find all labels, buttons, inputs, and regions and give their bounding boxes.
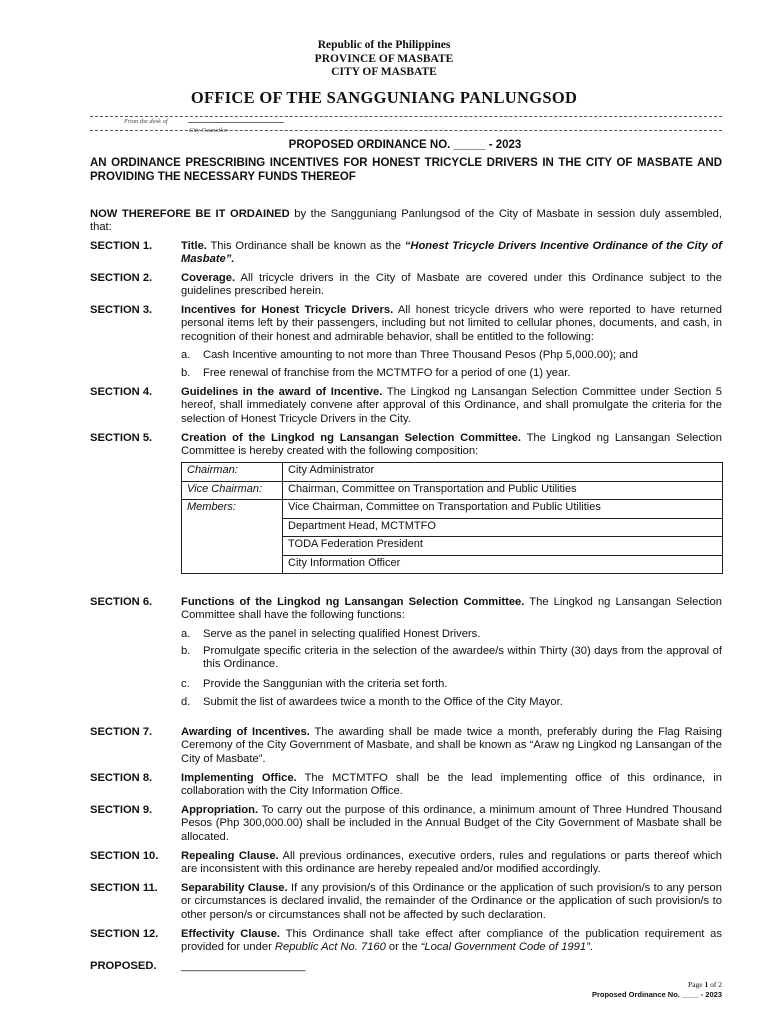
committee-member: TODA Federation President xyxy=(283,537,723,556)
section-title: Effectivity Clause. xyxy=(181,928,281,940)
section-label: SECTION 11. xyxy=(90,882,158,894)
section-label: SECTION 10. xyxy=(90,850,159,862)
section-title: Functions of the Lingkod ng Lansangan Selection Committee. xyxy=(181,596,525,608)
list-text: Submit the list of awardees twice a month to the Office of the City Mayor. xyxy=(203,696,563,708)
list-item xyxy=(181,628,722,641)
section-title: Creation of the Lingkod ng Lansangan Selection Committee. xyxy=(181,432,522,444)
committee-member: Chairman, Committee on Transportation and Public Utilities xyxy=(283,481,723,500)
page-sep: of xyxy=(708,980,719,989)
section-label: SECTION 12. xyxy=(90,928,159,940)
list-item xyxy=(181,696,722,709)
section-label: SECTION 4. xyxy=(90,386,153,398)
list-text: Promulgate specific criteria in the selection of the awardee/s within Thirty (30) days from the approval of this Ordinance. xyxy=(203,645,722,671)
list-item xyxy=(181,367,722,380)
section-title: Separability Clause. xyxy=(181,882,288,894)
section-title: Awarding of Incentives. xyxy=(181,726,310,738)
section-6 xyxy=(90,596,722,623)
section-text: If any provision/s of this Ordinance or the application of such provision/s to any person or circumstances is declared invalid, the remainder of the Ordinance or the application of such provision/s to other person/s or circumstances shall not be affected by such declaration. xyxy=(181,882,722,921)
desk-label: From the desk of xyxy=(124,118,168,125)
section-12 xyxy=(90,928,722,955)
section-10 xyxy=(90,850,722,877)
section-text: This Ordinance shall take effect after compliance of the publication requirement as provided for under xyxy=(181,928,722,954)
section-text: The awarding shall be made twice a month, preferably during the Flag Raising Ceremony of the City Government of Masbate, and shall be known as “Araw ng Lingkod ng Lansangan of the City of Masbate”. xyxy=(181,726,722,765)
table-row xyxy=(182,463,723,482)
section-text: The Lingkod ng Lansangan Selection Committee under Section 5 hereof, shall immediately convene after approval of this Ordinance, and shall promulgate the criteria for the selection of Honest Tricycle Drivers in the City. xyxy=(181,386,722,425)
section-title: Incentives for Honest Tricycle Drivers. xyxy=(181,304,394,316)
committee-member: Vice Chairman, Committee on Transportation and Public Utilities xyxy=(283,500,723,519)
section-text: or the xyxy=(385,941,421,954)
legal-reference: “Local Government Code of 1991” xyxy=(420,941,590,954)
section-text: To carry out the purpose of this ordinance, a minimum amount of Three Hundred Thousand Pesos (Php 300,000.00) shall be included in the Annual Budget of the City Government of Masbate shall be allocated. xyxy=(181,804,722,843)
preamble xyxy=(90,208,722,235)
section-title: Appropriation. xyxy=(181,804,259,816)
office-title: OFFICE OF THE SANGGUNIANG PANLUNGSOD xyxy=(190,88,578,107)
section-title: Coverage. xyxy=(181,272,236,284)
page-current: 1 xyxy=(704,980,709,989)
list-item xyxy=(181,678,722,691)
section-label: SECTION 6. xyxy=(90,596,153,608)
committee-role: Chairman: xyxy=(182,463,283,482)
preamble-text: by the Sangguniang Panlungsod of the City of Masbate in session duly assembled, that: xyxy=(90,208,722,234)
preamble-lead: NOW THEREFORE BE IT ORDAINED xyxy=(90,208,290,220)
list-text: Free renewal of franchise from the MCTMTFO for a period of one (1) year. xyxy=(203,367,571,379)
section-8 xyxy=(90,772,722,799)
section-text: The Lingkod ng Lansangan Selection Committee shall have the following functions: xyxy=(181,596,722,622)
desk-signature-line xyxy=(188,122,284,123)
desk-role: City Councilor xyxy=(189,127,228,134)
committee-role: Members: xyxy=(182,500,283,574)
section-label: SECTION 3. xyxy=(90,304,153,316)
footer-ordinance-ref: Proposed Ordinance No. ____ - 2023 xyxy=(591,989,722,999)
section-label: SECTION 2. xyxy=(90,272,153,284)
list-text: Cash Incentive amounting to not more than Three Thousand Pesos (Php 5,000.00); and xyxy=(203,349,638,361)
section-text: This Ordinance shall be known as the xyxy=(206,240,405,252)
section-title: Title. xyxy=(181,240,207,252)
list-item xyxy=(181,645,722,672)
divider-bottom xyxy=(90,130,722,131)
table-row xyxy=(182,500,723,519)
committee-member: City Information Officer xyxy=(283,555,723,574)
proposed-block xyxy=(90,960,722,973)
list-marker: b. xyxy=(181,645,191,657)
list-marker: d. xyxy=(181,696,191,708)
legal-reference: Republic Act No. 7160 xyxy=(274,941,386,954)
list-item xyxy=(181,349,722,362)
section-text: . xyxy=(589,941,593,954)
committee-role: Vice Chairman: xyxy=(182,481,283,500)
page-number xyxy=(592,980,722,990)
list-text: Provide the Sanggunian with the criteria set forth. xyxy=(203,678,448,690)
section-label: SECTION 9. xyxy=(90,804,153,816)
section-title: Repealing Clause. xyxy=(181,850,279,862)
section-label: SECTION 7. xyxy=(90,726,153,738)
list-marker: a. xyxy=(181,349,191,361)
section-text: All previous ordinances, executive orders, rules and regulations or parts thereof which are inconsistent with this ordinance are hereby repealed and/or modified accordingly. xyxy=(181,850,723,876)
committee-member: Department Head, MCTMTFO xyxy=(283,518,723,537)
ordinance-title: AN ORDINANCE PRESCRIBING INCENTIVES FOR HONEST TRICYCLE DRIVERS IN THE CITY OF MASBATE AND PROVIDING THE NECESSARY FUNDS THEREOF xyxy=(90,157,722,183)
section-1 xyxy=(90,240,722,267)
list-text: Serve as the panel in selecting qualified Honest Drivers. xyxy=(203,628,481,640)
section-text: The MCTMTFO shall be the lead implementing office of this ordinance, in collaboration with the City Information Office. xyxy=(181,772,722,798)
section-text: The Lingkod ng Lansangan Selection Committee is hereby created with the following composition: xyxy=(181,432,722,458)
section-5 xyxy=(90,432,722,459)
section-label: SECTION 8. xyxy=(90,772,153,784)
letterhead xyxy=(0,39,768,80)
section-7 xyxy=(90,726,722,766)
ordinance-number: PROPOSED ORDINANCE NO. _____ - 2023 xyxy=(288,139,522,151)
committee-table xyxy=(181,462,723,574)
ordinance-short-title: “Honest Tricycle Drivers Incentive Ordinance of the City of Masbate”. xyxy=(181,240,722,266)
committee-member: City Administrator xyxy=(283,463,723,482)
list-marker: b. xyxy=(181,367,191,379)
divider-top xyxy=(90,116,722,117)
city-line: CITY OF MASBATE xyxy=(331,66,437,78)
proposed-signature-line: ____________________ xyxy=(181,960,306,972)
page-footer xyxy=(592,980,722,999)
section-text: All honest tricycle drivers who were reported to have returned personal items left by their passengers, including but not limited to cellular phones, documents, and cash, in recognition of their honest and admirable behavior, shall be entitled to the following: xyxy=(181,304,722,343)
section-label: SECTION 1. xyxy=(90,240,153,252)
list-marker: c. xyxy=(181,678,190,690)
proposed-label: PROPOSED. xyxy=(90,960,157,972)
list-marker: a. xyxy=(181,628,191,640)
section-9 xyxy=(90,804,722,844)
section-label: SECTION 5. xyxy=(90,432,153,444)
section-11 xyxy=(90,882,722,922)
section-2 xyxy=(90,272,722,299)
republic-line: Republic of the Philippines xyxy=(317,39,451,51)
table-row xyxy=(182,481,723,500)
section-4 xyxy=(90,386,722,426)
page-prefix: Page xyxy=(688,980,705,989)
section-text: All tricycle drivers in the City of Masbate are covered under this Ordinance subject to the guidelines prescribed herein. xyxy=(181,272,722,298)
page-total: 2 xyxy=(718,980,722,989)
section-3 xyxy=(90,304,722,344)
province-line: PROVINCE OF MASBATE xyxy=(314,52,454,65)
section-title: Implementing Office. xyxy=(181,772,297,784)
section-title: Guidelines in the award of Incentive. xyxy=(181,386,383,398)
